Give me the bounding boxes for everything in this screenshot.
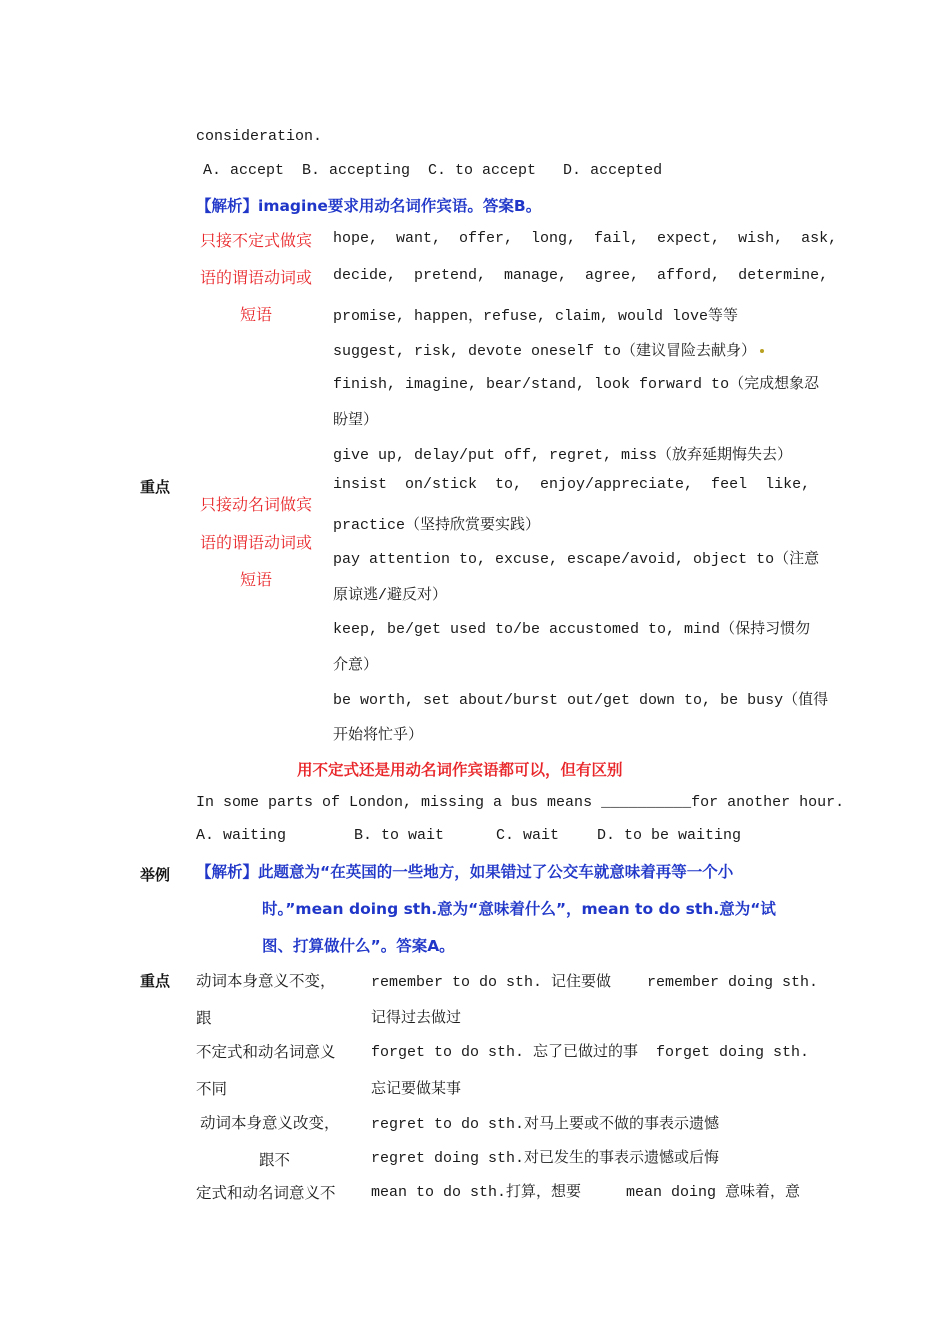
example-analysis-line: 图、打算做什么”。答案A。 xyxy=(262,937,455,955)
section-heading: 用不定式还是用动名词作宾语都可以，但有区别 xyxy=(297,761,623,779)
key2-left-line: 不定式和动名词意义 xyxy=(196,1043,336,1061)
gerund-verbs-line: pay attention to, excuse, escape/avoid, object to（注意 xyxy=(333,551,820,568)
gerund-label-2: 语的谓语动词或 xyxy=(199,533,312,552)
infinitive-verbs-line: promise, happen，refuse, claim, would love等等 xyxy=(333,308,739,325)
gerund-verbs-line: 盼望） xyxy=(333,412,379,429)
key2-left-line: 跟 xyxy=(196,1009,212,1027)
gerund-verbs-line: 开始将忙乎） xyxy=(333,727,424,744)
example-option-b: B. to wait xyxy=(354,827,445,844)
key2-right-line: 记得过去做过 xyxy=(371,1010,462,1027)
key2-left-line: 动词本身意义改变， xyxy=(200,1114,340,1132)
marker-dot xyxy=(760,349,764,353)
gerund-verbs-line: 原谅逃/避反对） xyxy=(333,587,448,604)
example-label: 举例 xyxy=(140,866,171,884)
gerund-label-1: 只接动名词做宾 xyxy=(199,495,312,514)
gerund-verbs-line: practice（坚持欣赏要实践） xyxy=(333,517,541,534)
key2-right-line: remember to do sth. 记住要做 remember doing sth. xyxy=(371,974,819,991)
key2-right-line: mean to do sth.打算，想要 mean doing 意味着，意 xyxy=(371,1184,801,1201)
gerund-verbs-line: keep, be/get used to/be accustomed to, mind（保持习惯勿 xyxy=(333,621,811,638)
example-option-d: D. to be waiting xyxy=(597,827,742,844)
gerund-verbs-line: insist on/stick to, enjoy/appreciate, feel like, xyxy=(333,476,811,493)
example-analysis-line: 【解析】此题意为“在英国的一些地方，如果错过了公交车就意味着再等一个小 xyxy=(196,863,734,881)
key2-left-line: 不同 xyxy=(196,1080,228,1098)
infinitive-verbs-line: hope, want, offer, long, fail, expect, wish, ask, xyxy=(333,230,838,247)
analysis-text: 【解析】imagine要求用动名词作宾语。答案B。 xyxy=(196,197,542,215)
key2-right-line: forget to do sth. 忘了已做过的事 forget doing sth. xyxy=(371,1044,810,1061)
infinitive-label-3: 短语 xyxy=(239,305,272,324)
infinitive-label-1: 只接不定式做宾 xyxy=(199,231,312,250)
infinitive-label-2: 语的谓语动词或 xyxy=(199,268,312,287)
example-option-c: C. wait xyxy=(496,827,560,844)
question-tail: consideration. xyxy=(196,128,323,145)
example-question: In some parts of London, missing a bus means __________for another hour. xyxy=(196,794,845,811)
gerund-verbs-line: give up, delay/put off, regret, miss（放弃延期悔失去） xyxy=(333,447,793,464)
key2-right-line: 忘记要做某事 xyxy=(371,1081,462,1098)
key2-left-line: 定式和动名词意义不 xyxy=(196,1184,336,1202)
gerund-verbs-line: suggest, risk, devote oneself to（建议冒险去献身） xyxy=(333,339,764,360)
question-options: A. accept B. accepting C. to accept D. accepted xyxy=(203,162,663,179)
key-point-label-2: 重点 xyxy=(140,972,171,990)
gerund-verbs-line: be worth, set about/burst out/get down to, be busy（值得 xyxy=(333,692,829,709)
gerund-verbs-line: 介意） xyxy=(333,657,379,674)
key2-left-line: 动词本身意义不变， xyxy=(196,972,336,990)
infinitive-verbs-line: decide, pretend, manage, agree, afford, determine, xyxy=(333,267,829,284)
key2-right-line: regret to do sth.对马上要或不做的事表示遗憾 xyxy=(371,1116,720,1133)
gerund-verbs-line: finish, imagine, bear/stand, look forward to（完成想象忍 xyxy=(333,376,820,393)
gerund-label-3: 短语 xyxy=(239,570,272,589)
key2-left-line: 跟不 xyxy=(259,1151,291,1169)
example-analysis-line: 时。”mean doing sth.意为“意味着什么”，mean to do sth.意为“试 xyxy=(262,900,776,918)
key-point-label: 重点 xyxy=(140,478,171,496)
key2-right-line: regret doing sth.对已发生的事表示遗憾或后悔 xyxy=(371,1150,720,1167)
example-option-a: A. waiting xyxy=(196,827,287,844)
